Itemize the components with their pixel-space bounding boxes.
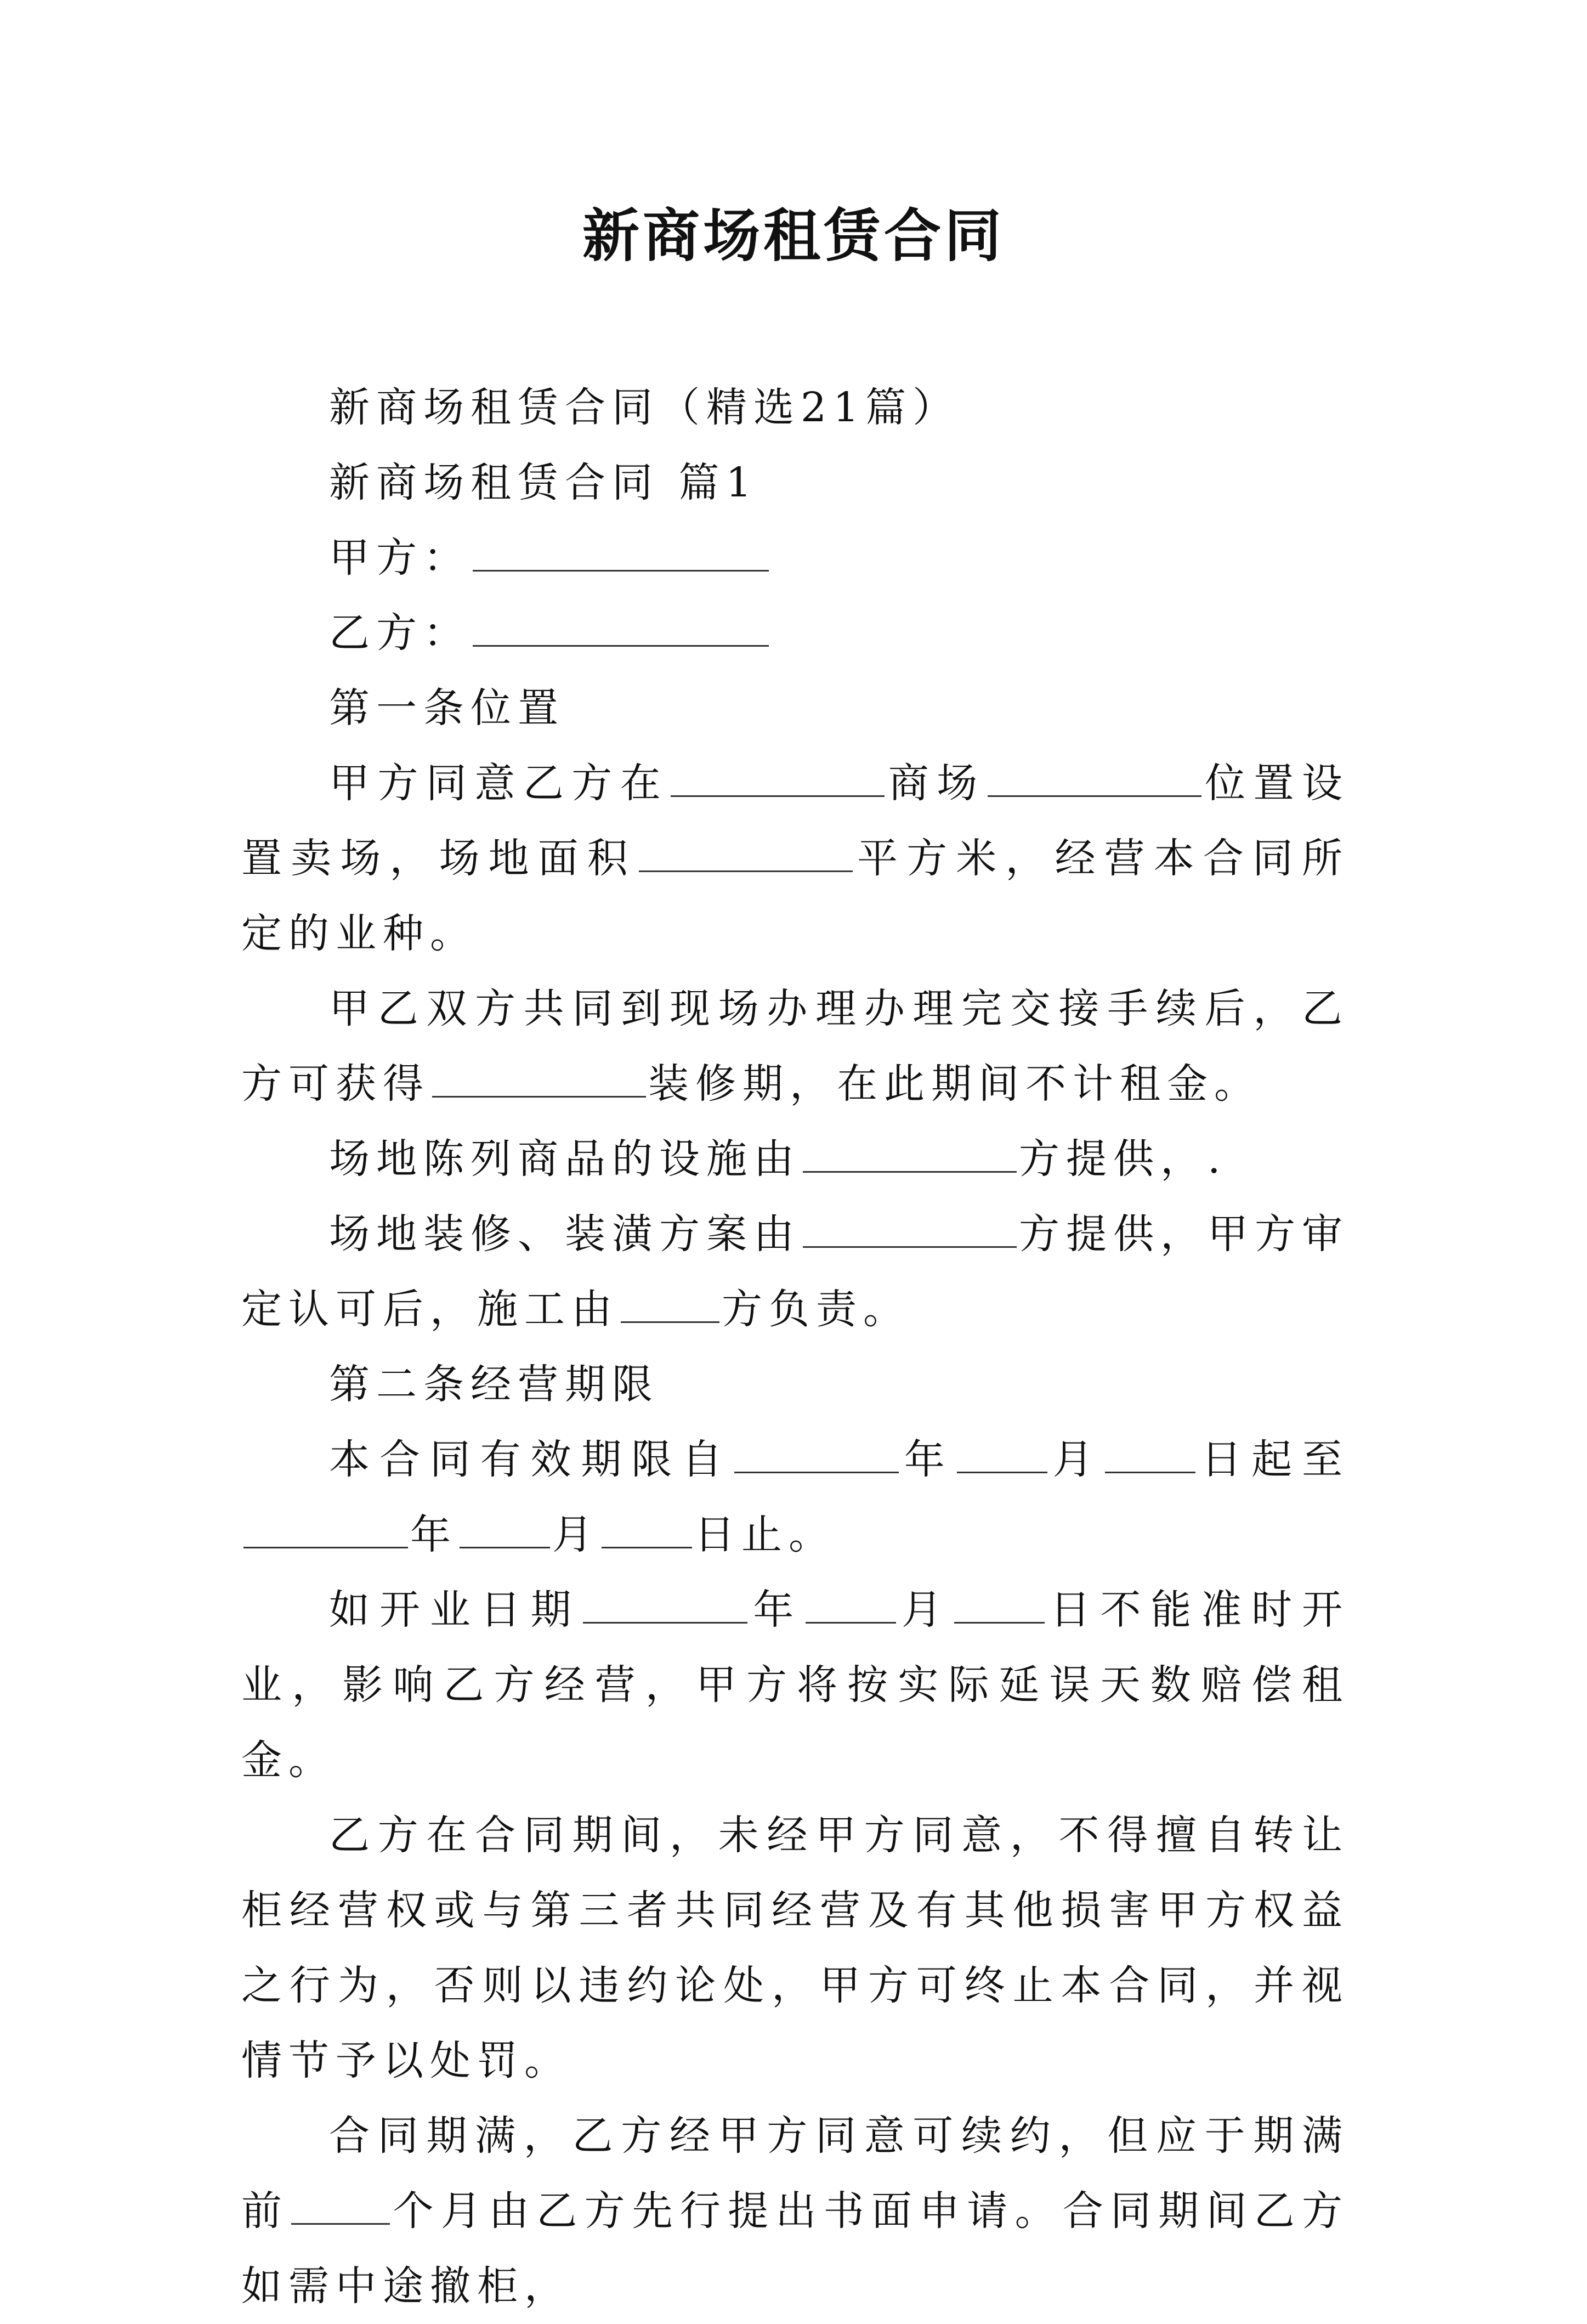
paragraph-term: 本合同有效期限自 年 月 日起至年 月 日止。 — [241, 1422, 1349, 1573]
paragraph-opening-delay: 如开业日期 年 月 日不能准时开业，影响乙方经营，甲方将按实际延误天数赔偿租金。 — [241, 1573, 1349, 1798]
paragraph-subtitle: 新商场租赁合同（精选21篇） — [329, 384, 960, 431]
blank-line — [734, 1433, 899, 1473]
paragraph-article-1-heading: 第一条位置 — [329, 685, 565, 732]
blank-line — [583, 1584, 747, 1624]
blank-line — [602, 1508, 692, 1548]
paragraph-decoration: 场地装修、装潢方案由 方提供，甲方审定认可后，施工由 方负责。 — [241, 1197, 1349, 1347]
paragraph-handover: 甲乙双方共同到现场办理办理完交接手续后，乙方可获得 装修期，在此期间不计租金。 — [241, 985, 1349, 1107]
blank-line — [432, 1058, 646, 1098]
paragraph-location: 甲方同意乙方在 商场 位置设置卖场，场地面积 平方米，经营本合同所定的业种。 — [241, 746, 1349, 971]
blank-line — [473, 607, 769, 647]
blank-line — [988, 757, 1201, 797]
paragraph-display-facilities: 场地陈列商品的设施由 方提供，. — [241, 1122, 1349, 1197]
paragraph-article-2-heading: 第二条经营期限 — [329, 1361, 659, 1408]
paragraph-renewal: 合同期满，乙方经甲方同意可续约，但应于期满前 个月由乙方先行提出书面申请。合同期间乙方如需中途撤柜， — [241, 2112, 1350, 2310]
blank-line — [291, 2185, 390, 2225]
blank-line — [806, 1584, 896, 1624]
document-body — [241, 370, 1349, 2324]
blank-line — [671, 757, 885, 797]
blank-line — [803, 1208, 1017, 1248]
paragraph-section-heading: 新商场租赁合同 篇1 — [329, 459, 758, 506]
blank-line — [621, 1283, 719, 1323]
paragraph-party-b: 乙方： — [241, 596, 1349, 671]
blank-line — [639, 832, 853, 872]
blank-line — [803, 1133, 1017, 1173]
paragraph-party-a: 甲方： — [241, 521, 1349, 596]
blank-line — [1105, 1433, 1195, 1473]
blank-line — [957, 1433, 1047, 1473]
paragraph-transfer-restriction: 乙方在合同期间，未经甲方同意，不得擅自转让柜经营权或与第三者共同经营及有其他损害甲方权益之行为，否则以违约论处，甲方可终止本合同，并视情节予以处罚。 — [241, 1812, 1349, 2084]
blank-line — [243, 1508, 408, 1548]
blank-line — [460, 1508, 550, 1548]
document-title: 新商场租赁合同 — [582, 202, 1005, 269]
blank-line — [954, 1584, 1045, 1624]
blank-line — [473, 531, 769, 572]
